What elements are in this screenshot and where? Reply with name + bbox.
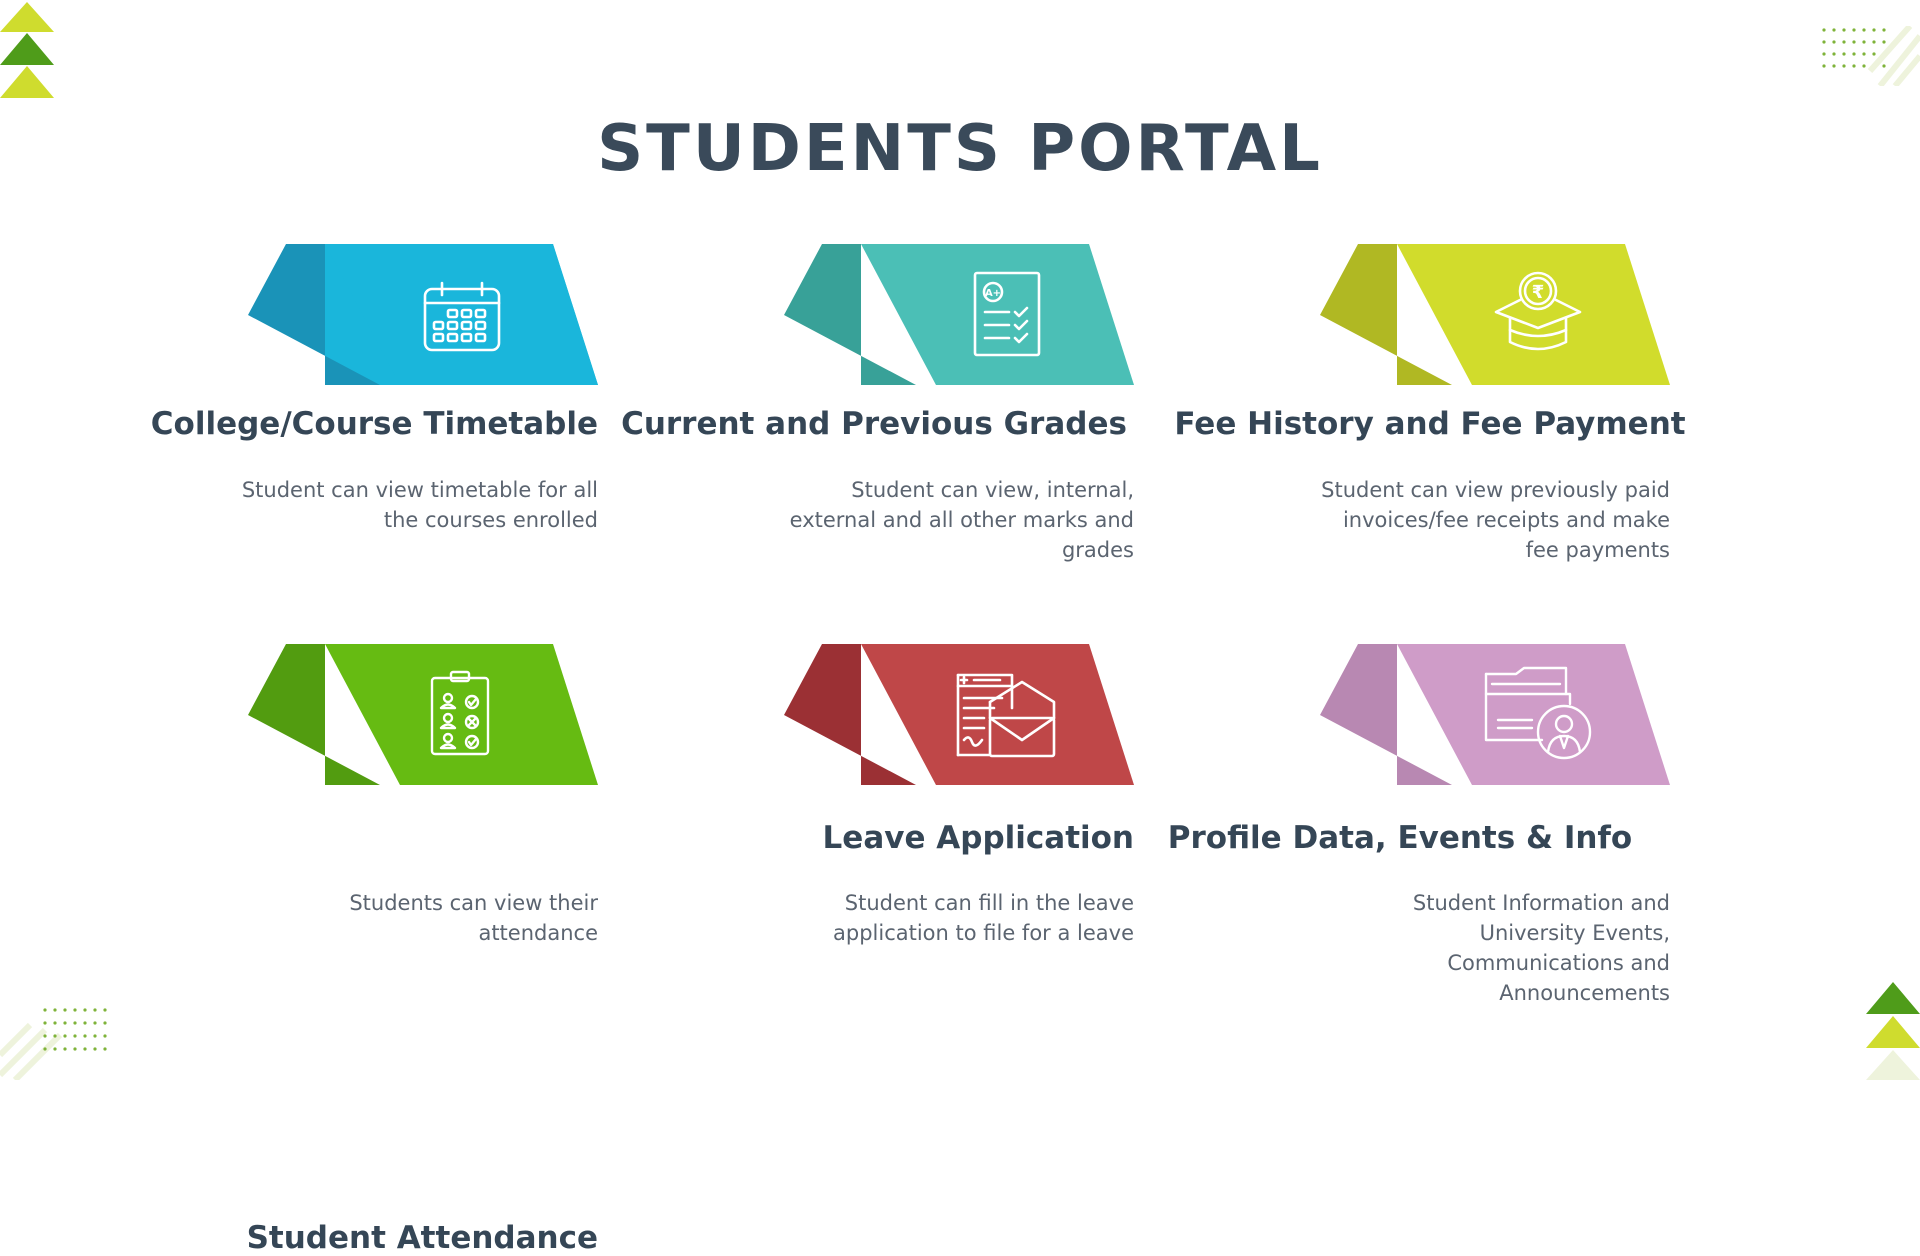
leave-letter-icon (954, 672, 1058, 758)
page-title: STUDENTS PORTAL (597, 112, 1323, 186)
profile-folder-icon (1480, 664, 1596, 764)
dot-grid-decoration-top-right (1820, 26, 1920, 86)
feature-heading: Profile Data, Events & Info (1167, 820, 1633, 856)
feature-description: Student can view timetable for all the courses enrolled (241, 478, 598, 532)
card-banner (574, 244, 1134, 389)
calendar-icon (422, 281, 502, 353)
svg-text:₹: ₹ (1531, 282, 1545, 303)
feature-card-timetable (38, 244, 598, 644)
triangle-stack-decoration-top-left (0, 0, 60, 100)
feature-card-attendance (38, 644, 598, 1256)
card-banner (38, 644, 598, 789)
feature-heading: Fee History and Fee Payment (1174, 406, 1686, 442)
feature-description: Student Information and University Events, Communications and Announcements (1412, 891, 1670, 1005)
feature-card-profile (1110, 644, 1670, 1044)
feature-card-leave (574, 644, 1134, 1044)
card-banner (1110, 244, 1670, 389)
feature-heading: Current and Previous Grades (621, 406, 1127, 442)
card-banner (38, 244, 598, 389)
triangle-stack-decoration-bottom-right (1860, 980, 1920, 1080)
feature-card-grades (574, 244, 1134, 644)
feature-card-fees (1110, 244, 1686, 644)
feature-heading: Leave Application (822, 820, 1134, 856)
svg-text:A+: A+ (984, 288, 1002, 299)
feature-description: Student can view previously paid invoices/fee receipts and make fee payments (1321, 478, 1670, 562)
attendance-checklist-icon (428, 670, 492, 758)
feature-heading: College/Course Timetable (150, 406, 598, 442)
rupee-graduation-cap-icon (1490, 270, 1586, 358)
feature-heading: Student Attendance (246, 1220, 598, 1256)
grade-report-icon (969, 270, 1041, 358)
feature-description: Students can view their attendance (349, 891, 598, 945)
feature-description: Student can fill in the leave application to file for a leave (833, 891, 1134, 945)
feature-description: Student can view, internal, external and all other marks and grades (789, 478, 1134, 562)
